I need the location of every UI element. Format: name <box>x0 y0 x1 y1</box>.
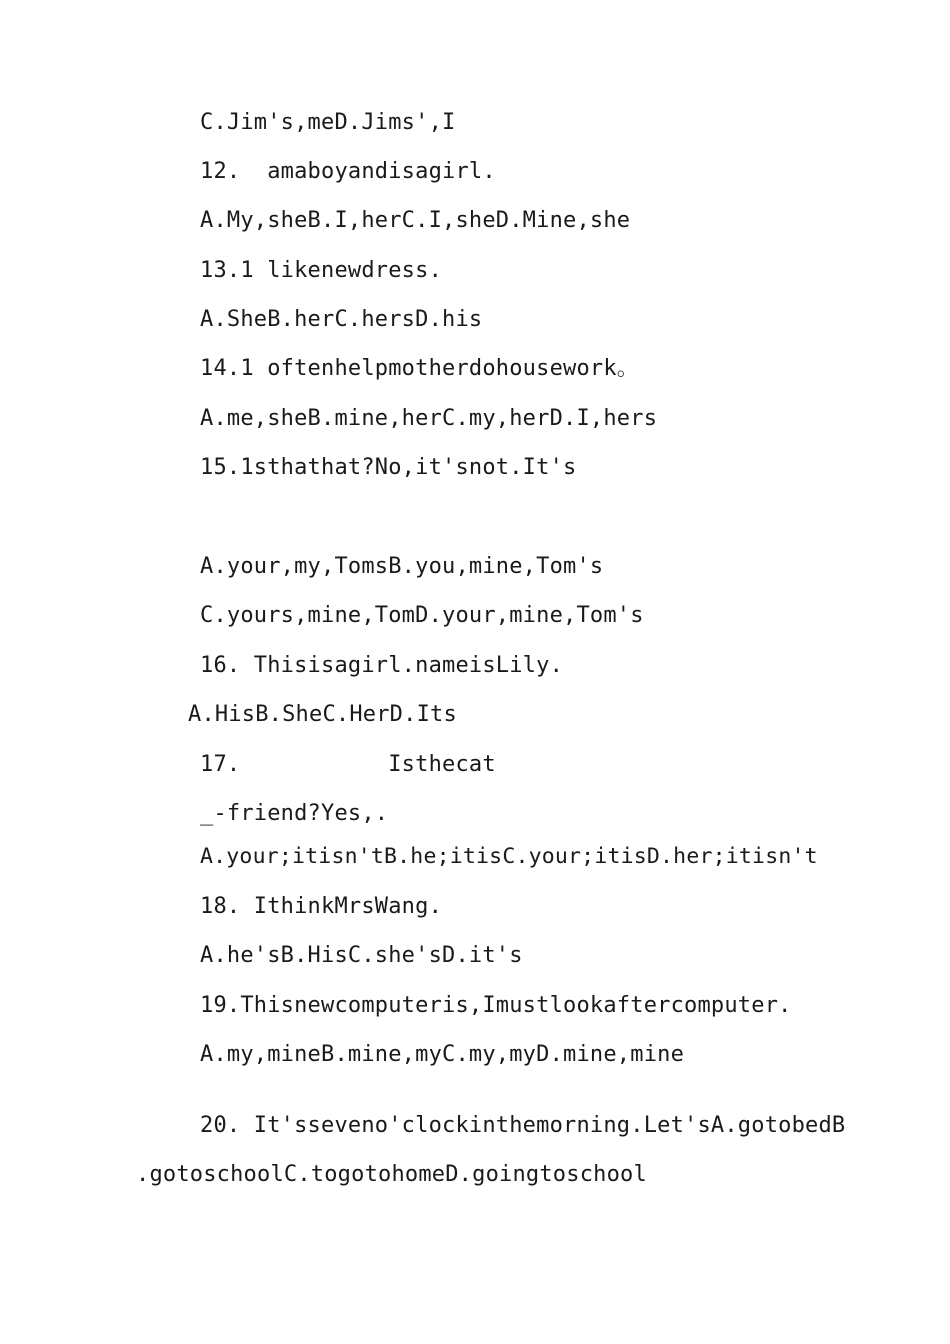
question-17: 17. Isthecat <box>200 752 496 777</box>
options-15-ab: A.your,my,TomsB.you,mine,Tom's <box>200 554 604 579</box>
question-12: 12. amaboyandisagirl. <box>200 159 496 184</box>
options-17: A.your;itisn'tB.he;itisC.your;itisD.her;itisn't <box>200 844 818 869</box>
question-19: 19.Thisnewcomputeris,Imustlookaftercomputer. <box>200 993 792 1018</box>
options-14: A.me,sheB.mine,herC.my,herD.I,hers <box>200 406 658 431</box>
question-15: 15.1sthathat?No,it'snot.It's <box>200 455 577 480</box>
question-17-continued: _-friend?Yes,. <box>200 801 389 826</box>
question-16: 16. Thisisagirl.nameisLily. <box>200 653 564 678</box>
options-12: A.My,sheB.I,herC.I,sheD.Mine,she <box>200 208 631 233</box>
options-19: A.my,mineB.mine,myC.my,myD.mine,mine <box>200 1042 685 1067</box>
question-18: 18. IthinkMrsWang. <box>200 894 443 919</box>
options-15-cd: C.yours,mine,TomD.your,mine,Tom's <box>200 603 644 628</box>
options-18: A.he'sB.HisC.she'sD.it's <box>200 943 523 968</box>
question-14: 14.1 oftenhelpmotherdohousework。 <box>200 356 639 381</box>
question-13: 13.1 likenewdress. <box>200 258 443 283</box>
question-20: 20. It'sseveno'clockinthemorning.Let'sA.gotobedB <box>200 1113 846 1138</box>
text-line-1: C.Jim's,meD.Jims',I <box>200 110 456 135</box>
options-16: A.HisB.SheC.HerD.Its <box>188 702 457 727</box>
question-20-continued: .gotoschoolC.togotohomeD.goingtoschool <box>136 1162 647 1187</box>
options-13: A.SheB.herC.hersD.his <box>200 307 483 332</box>
